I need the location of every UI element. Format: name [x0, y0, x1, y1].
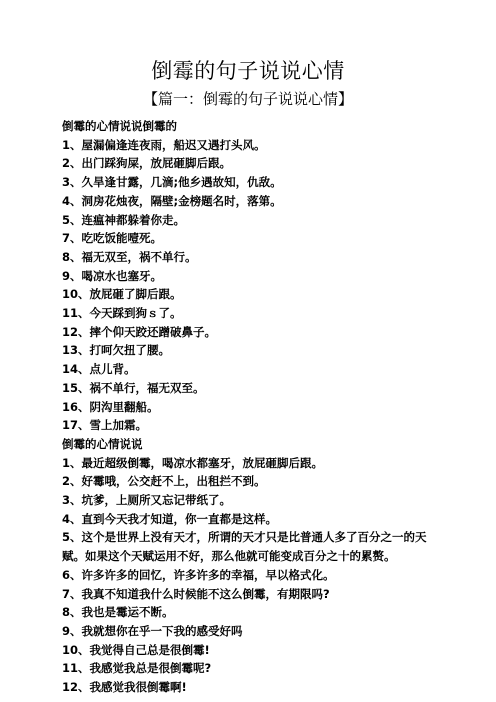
- list-item: 9、喝凉水也塞牙。: [62, 268, 163, 283]
- list-item: 6、许多许多的回忆，许多许多的幸福，早以格式化。: [62, 567, 335, 582]
- list-item: 11、我感觉我总是很倒霉呢?: [62, 661, 212, 676]
- list-item: 17、雪上加霜。: [62, 418, 148, 433]
- section-heading-1: 倒霉的心情说说倒霉的: [62, 119, 177, 133]
- document-title: 倒霉的句子说说心情: [151, 59, 345, 83]
- list-item: 12、我感觉我很倒霉啊!: [62, 680, 187, 695]
- list-item: 4、直到今天我才知道，你一直都是这样。: [62, 511, 277, 526]
- list-item: 9、我就想你在乎一下我的感受好吗: [62, 623, 243, 638]
- list-item: 10、放屁砸了脚后跟。: [62, 287, 182, 302]
- list-item: 5、连瘟神都躲着你走。: [62, 212, 186, 227]
- list-item: 4、洞房花烛夜，隔壁;金榜题名时，落第。: [62, 193, 282, 208]
- list-item: 7、吃吃饭能噎死。: [62, 231, 163, 246]
- list-item: 13、打呵欠扭了腰。: [62, 343, 171, 358]
- list-item: 16、阴沟里翻船。: [62, 399, 159, 414]
- list-item: 14、点儿背。: [62, 362, 136, 377]
- list-item: 12、摔个仰天跤还蹭破鼻子。: [62, 324, 217, 339]
- document-subtitle: 【篇一：倒霉的句子说说心情】: [142, 90, 353, 108]
- list-item: 7、我真不知道我什么时候能不这么倒霉，有期限吗?: [62, 586, 330, 601]
- list-item: 2、出门踩狗屎，放屁砸脚后跟。: [62, 156, 231, 171]
- list-item: 15、祸不单行，福无双至。: [62, 380, 205, 395]
- list-item: 8、福无双至，祸不单行。: [62, 249, 197, 264]
- document-body: [62, 117, 438, 697]
- list-item: 5、这个是世界上没有天才，所谓的天才只是比普通人多了百分之一的天赋。如果这个天赋运用不好，那么他就可能变成百分之十的累赘。: [62, 530, 427, 564]
- list-item: 1、最近超级倒霉，喝凉水都塞牙，放屁砸脚后跟。: [62, 455, 323, 470]
- list-item: 3、久旱逢甘露，几滴;他乡遇故知，仇敌。: [62, 175, 282, 190]
- list-item: 10、我觉得自己总是很倒霉!: [62, 642, 210, 657]
- list-item: 2、好霉哦，公交赶不上，出租拦不到。: [62, 474, 266, 489]
- list-item: 11、今天踩到狗ｓ了。: [62, 306, 182, 321]
- list-item: 8、我也是霉运不断。: [62, 605, 174, 620]
- list-item: 3、坑爹，上厕所又忘记带纸了。: [62, 493, 231, 508]
- section-heading-2: 倒霉的心情说说: [62, 436, 143, 451]
- list-item: 1、屋漏偏逢连夜雨，船迟又遇打头风。: [62, 137, 266, 152]
